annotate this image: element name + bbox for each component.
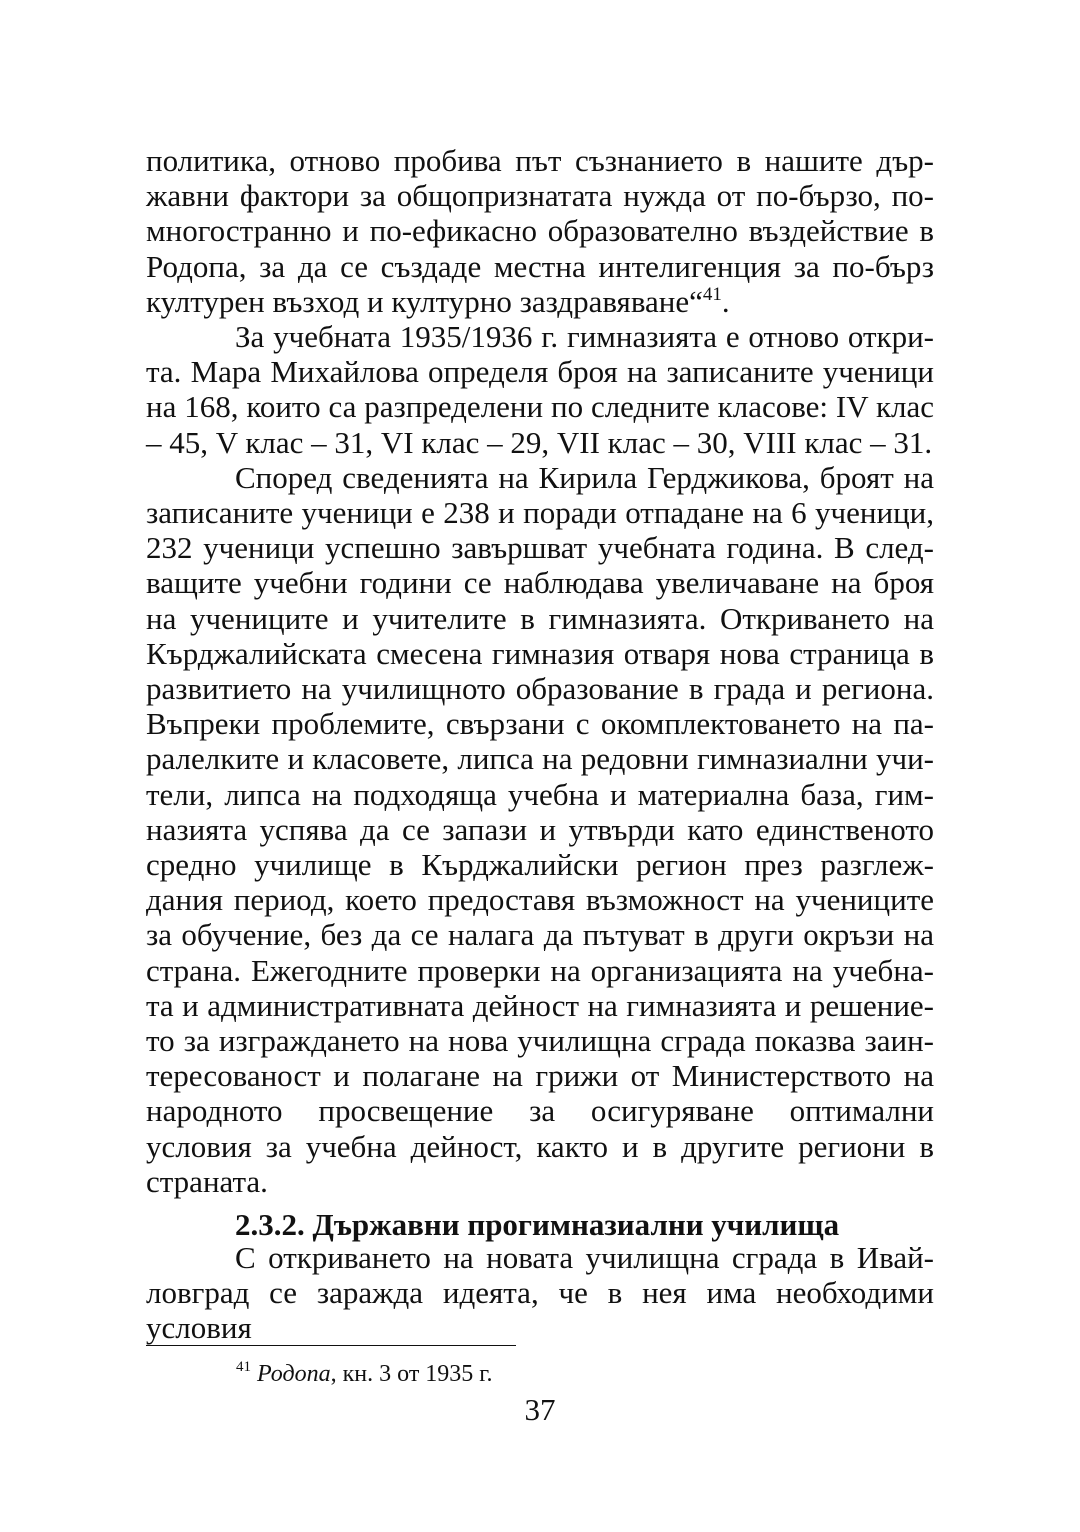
footnote-reference[interactable]: 41: [702, 283, 722, 305]
main-text: [146, 143, 934, 1199]
footnote: [236, 1360, 492, 1388]
paragraph-quote-end: [146, 143, 934, 319]
footnote-source-rest: , кн. 3 от 1935 г.: [330, 1361, 493, 1387]
footnote-number: 41: [236, 1359, 251, 1375]
quote-end-trailing: .: [721, 283, 730, 319]
quote-end-text: политика, отново пробива път съзнанието в нашите дър-жавни фактори за общопризнатата нужда от по-бързо, по-многостранно и по-ефикасно образователно въздействие в Родопа, за да се създаде местна интелигенция за по-бърз културен възход и културно заздравяване“: [146, 143, 934, 319]
footnote-divider: [146, 1345, 516, 1346]
paragraph-enrollment-1935: За учебната 1935/1936 г. гимназията е отново откри-та. Мара Михайлова определя броя на записаните ученици на 168, които са разпределени по следните класове: IV клас – 45, V клас – 31, VI клас – 29, VII клас – 30, VIII клас – 31.: [146, 319, 934, 460]
section-text: [146, 1240, 934, 1346]
section-heading: 2.3.2. Държавни прогимназиални училища: [235, 1207, 840, 1242]
footnote-source-title: Родопа: [257, 1361, 331, 1387]
paragraph-gerdzhikova: Според сведенията на Кирила Герджикова, броят на записаните ученици е 238 и поради отпадане на 6 ученици, 232 ученици успешно завършват учебната година. В след-ващите учебни години се наблюдава увеличаване на броя на учениците и учителите в гимназията. Откриването на Кърджалийската смесена гимназия отваря нова страница в развитието на училищното образование в града и региона. Въпреки проблемите, свързани с окомплектоването на па-ралелките и класовете, липса на редовни гимназиални учи-тели, липса на подходяща учебна и материална база, гим-назията успява да се запази и утвърди като единственото средно училище в Кърджалийски регион през разглеж-дания период, което предоставя възможност на учениците за обучение, без да се налага да пътуват в други окръзи на страна. Ежегодните проверки на организацията на учебна-та и административната дейност на гимназията и решение-то за изграждането на нова училищна сграда показва заин-тересованост и полагане на грижи от Министерството на народното просвещение за осигуряване оптимални условия за учебна дейност, както и в другите региони в страната.: [146, 459, 934, 1199]
page-number: 37: [524, 1392, 556, 1427]
paragraph-ivaylovgrad: С откриването на новата училищна сграда в Ивай-ловград се заражда идеята, че в нея има необходими условия: [146, 1240, 934, 1346]
